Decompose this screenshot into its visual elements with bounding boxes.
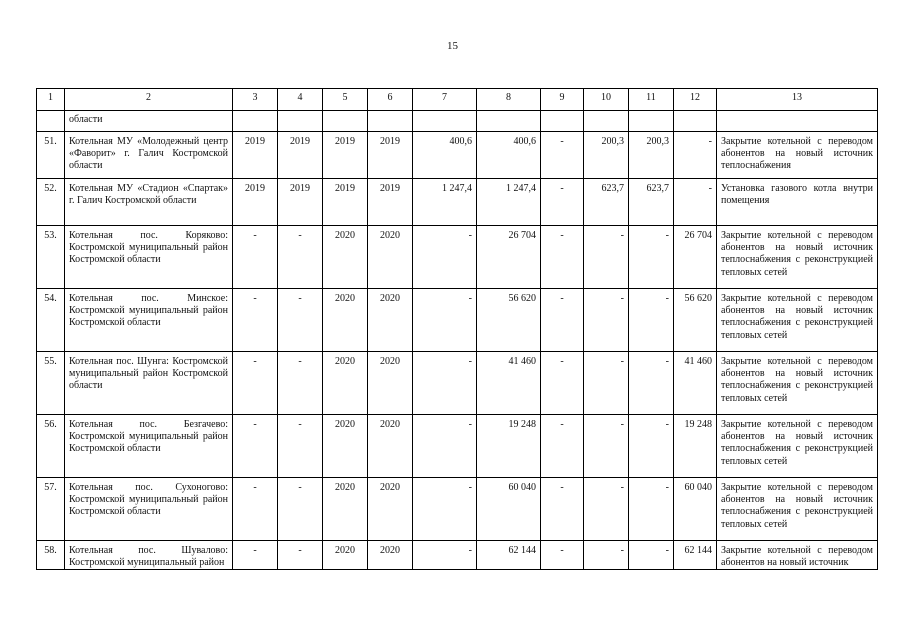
cell-col-10: - [584,478,629,541]
table-row [37,415,878,478]
cell-col-7: - [413,352,477,415]
cell-col-3: - [233,352,278,415]
cell-col-9: - [541,226,584,289]
cell-col-11: - [629,541,674,570]
cell-col-7: - [413,541,477,570]
row-number: 53. [37,226,65,289]
cell-col-8: 400,6 [477,132,541,179]
page-number: 15 [447,40,458,52]
cell-col-8: 60 040 [477,478,541,541]
cell-col-12: 26 704 [674,226,717,289]
header-cell: 12 [674,89,717,111]
header-cell: 5 [323,89,368,111]
cell-col-5: 2019 [323,132,368,179]
cell-col-7: - [413,478,477,541]
row-number: 51. [37,132,65,179]
cell-col-6: 2020 [368,289,413,352]
cell-col-4: - [278,352,323,415]
cell-col-6: 2020 [368,541,413,570]
header-cell: 13 [717,89,878,111]
header-cell: 7 [413,89,477,111]
facility-name: Котельная пос. Коряково: Костромской муниципальный район Костромской области [65,226,233,289]
cell-col-5: 2020 [323,289,368,352]
measure-description: Установка газового котла внутри помещения [717,179,878,226]
cell-col-4: - [278,226,323,289]
row-number: 54. [37,289,65,352]
row-number: 57. [37,478,65,541]
cell-col-6: 2020 [368,478,413,541]
table-row [37,179,878,226]
table-row [37,352,878,415]
cell-col-3: 2019 [233,132,278,179]
table-row [37,226,878,289]
cell-col-10: - [584,226,629,289]
cell-col-3: - [233,226,278,289]
measure-description: Закрытие котельной с переводом абонентов на новый источник теплоснабжения с реконструкцией тепловых сетей [717,478,878,541]
cell-col-6: 2020 [368,352,413,415]
cell-col-10: - [584,541,629,570]
cell-col-4: 2019 [278,179,323,226]
header-cell: 1 [37,89,65,111]
facility-name: Котельная МУ «Стадион «Спартак» г. Галич Костромской области [65,179,233,226]
region-continuation-row [37,111,878,132]
cell-col-3: - [233,289,278,352]
cell-col-4: - [278,541,323,570]
cell-col-11: - [629,352,674,415]
cell-col-6: 2020 [368,415,413,478]
cell-col-10: - [584,415,629,478]
cell-col-9: - [541,289,584,352]
cell-col-3: 2019 [233,179,278,226]
cell-col-11: - [629,289,674,352]
cell-col-9: - [541,132,584,179]
cell-col-8: 41 460 [477,352,541,415]
cell-col-8: 26 704 [477,226,541,289]
cell-col-8: 1 247,4 [477,179,541,226]
cell-col-10: - [584,289,629,352]
cell-col-4: - [278,415,323,478]
cell-col-5: 2020 [323,541,368,570]
cell-col-7: - [413,289,477,352]
header-cell: 10 [584,89,629,111]
facility-name: Котельная пос. Минское: Костромской муниципальный район Костромской области [65,289,233,352]
header-cell: 11 [629,89,674,111]
cell-col-5: 2020 [323,415,368,478]
cell-col-3: - [233,415,278,478]
facility-name: Котельная пос. Шунга: Костромской муниципальный район Костромской области [65,352,233,415]
cell-col-9: - [541,179,584,226]
cell-col-9: - [541,415,584,478]
header-cell: 9 [541,89,584,111]
header-row [37,89,878,111]
facility-name: Котельная пос. Сухоногово: Костромской муниципальный район Костромской области [65,478,233,541]
header-cell: 3 [233,89,278,111]
cell-col-8: 62 144 [477,541,541,570]
cell-col-10: 200,3 [584,132,629,179]
measure-description: Закрытие котельной с переводом абонентов на новый источник теплоснабжения с реконструкцией тепловых сетей [717,352,878,415]
row-number: 56. [37,415,65,478]
facility-name: Котельная МУ «Молодежный центр «Фаворит» г. Галич Костромской области [65,132,233,179]
cell-col-6: 2019 [368,179,413,226]
cell-col-8: 19 248 [477,415,541,478]
cell-col-12: - [674,132,717,179]
cell-col-6: 2019 [368,132,413,179]
measure-description: Закрытие котельной с переводом абонентов на новый источник теплоснабжения с реконструкцией тепловых сетей [717,226,878,289]
cell-col-3: - [233,478,278,541]
cell-col-12: - [674,179,717,226]
table-row [37,132,878,179]
cell-col-11: - [629,226,674,289]
cell-col-12: 60 040 [674,478,717,541]
measure-description: Закрытие котельной с переводом абонентов на новый источник [717,541,878,570]
header-cell: 2 [65,89,233,111]
cell-col-11: - [629,478,674,541]
cell-col-12: 62 144 [674,541,717,570]
cell-col-11: 200,3 [629,132,674,179]
cell-col-7: - [413,415,477,478]
cell-col-7: 1 247,4 [413,179,477,226]
cell-col-5: 2020 [323,352,368,415]
investment-table [36,88,878,570]
cell-col-9: - [541,478,584,541]
cell-col-3: - [233,541,278,570]
cell-col-12: 19 248 [674,415,717,478]
cell-col-12: 41 460 [674,352,717,415]
cell-col-11: 623,7 [629,179,674,226]
region-label: области [65,111,233,132]
cell-col-4: 2019 [278,132,323,179]
cell-col-7: - [413,226,477,289]
facility-name: Котельная пос. Безгачево: Костромской муниципальный район Костромской области [65,415,233,478]
row-number: 55. [37,352,65,415]
measure-description: Закрытие котельной с переводом абонентов на новый источник теплоснабжения с реконструкцией тепловых сетей [717,289,878,352]
row-number: 52. [37,179,65,226]
cell-col-8: 56 620 [477,289,541,352]
table-row [37,289,878,352]
row-number: 58. [37,541,65,570]
table-row [37,478,878,541]
cell-col-10: 623,7 [584,179,629,226]
cell-col-5: 2020 [323,226,368,289]
table-row [37,541,878,570]
cell-col-4: - [278,478,323,541]
facility-name: Котельная пос. Шувалово: Костромской муниципальный район [65,541,233,570]
cell-col-5: 2019 [323,179,368,226]
header-cell: 6 [368,89,413,111]
cell-col-7: 400,6 [413,132,477,179]
cell-col-5: 2020 [323,478,368,541]
measure-description: Закрытие котельной с переводом абонентов на новый источник теплоснабжения [717,132,878,179]
cell-col-10: - [584,352,629,415]
cell-col-6: 2020 [368,226,413,289]
cell-col-12: 56 620 [674,289,717,352]
cell-col-9: - [541,541,584,570]
cell-col-4: - [278,289,323,352]
header-cell: 4 [278,89,323,111]
measure-description: Закрытие котельной с переводом абонентов на новый источник теплоснабжения с реконструкцией тепловых сетей [717,415,878,478]
cell-col-11: - [629,415,674,478]
header-cell: 8 [477,89,541,111]
cell-col-9: - [541,352,584,415]
